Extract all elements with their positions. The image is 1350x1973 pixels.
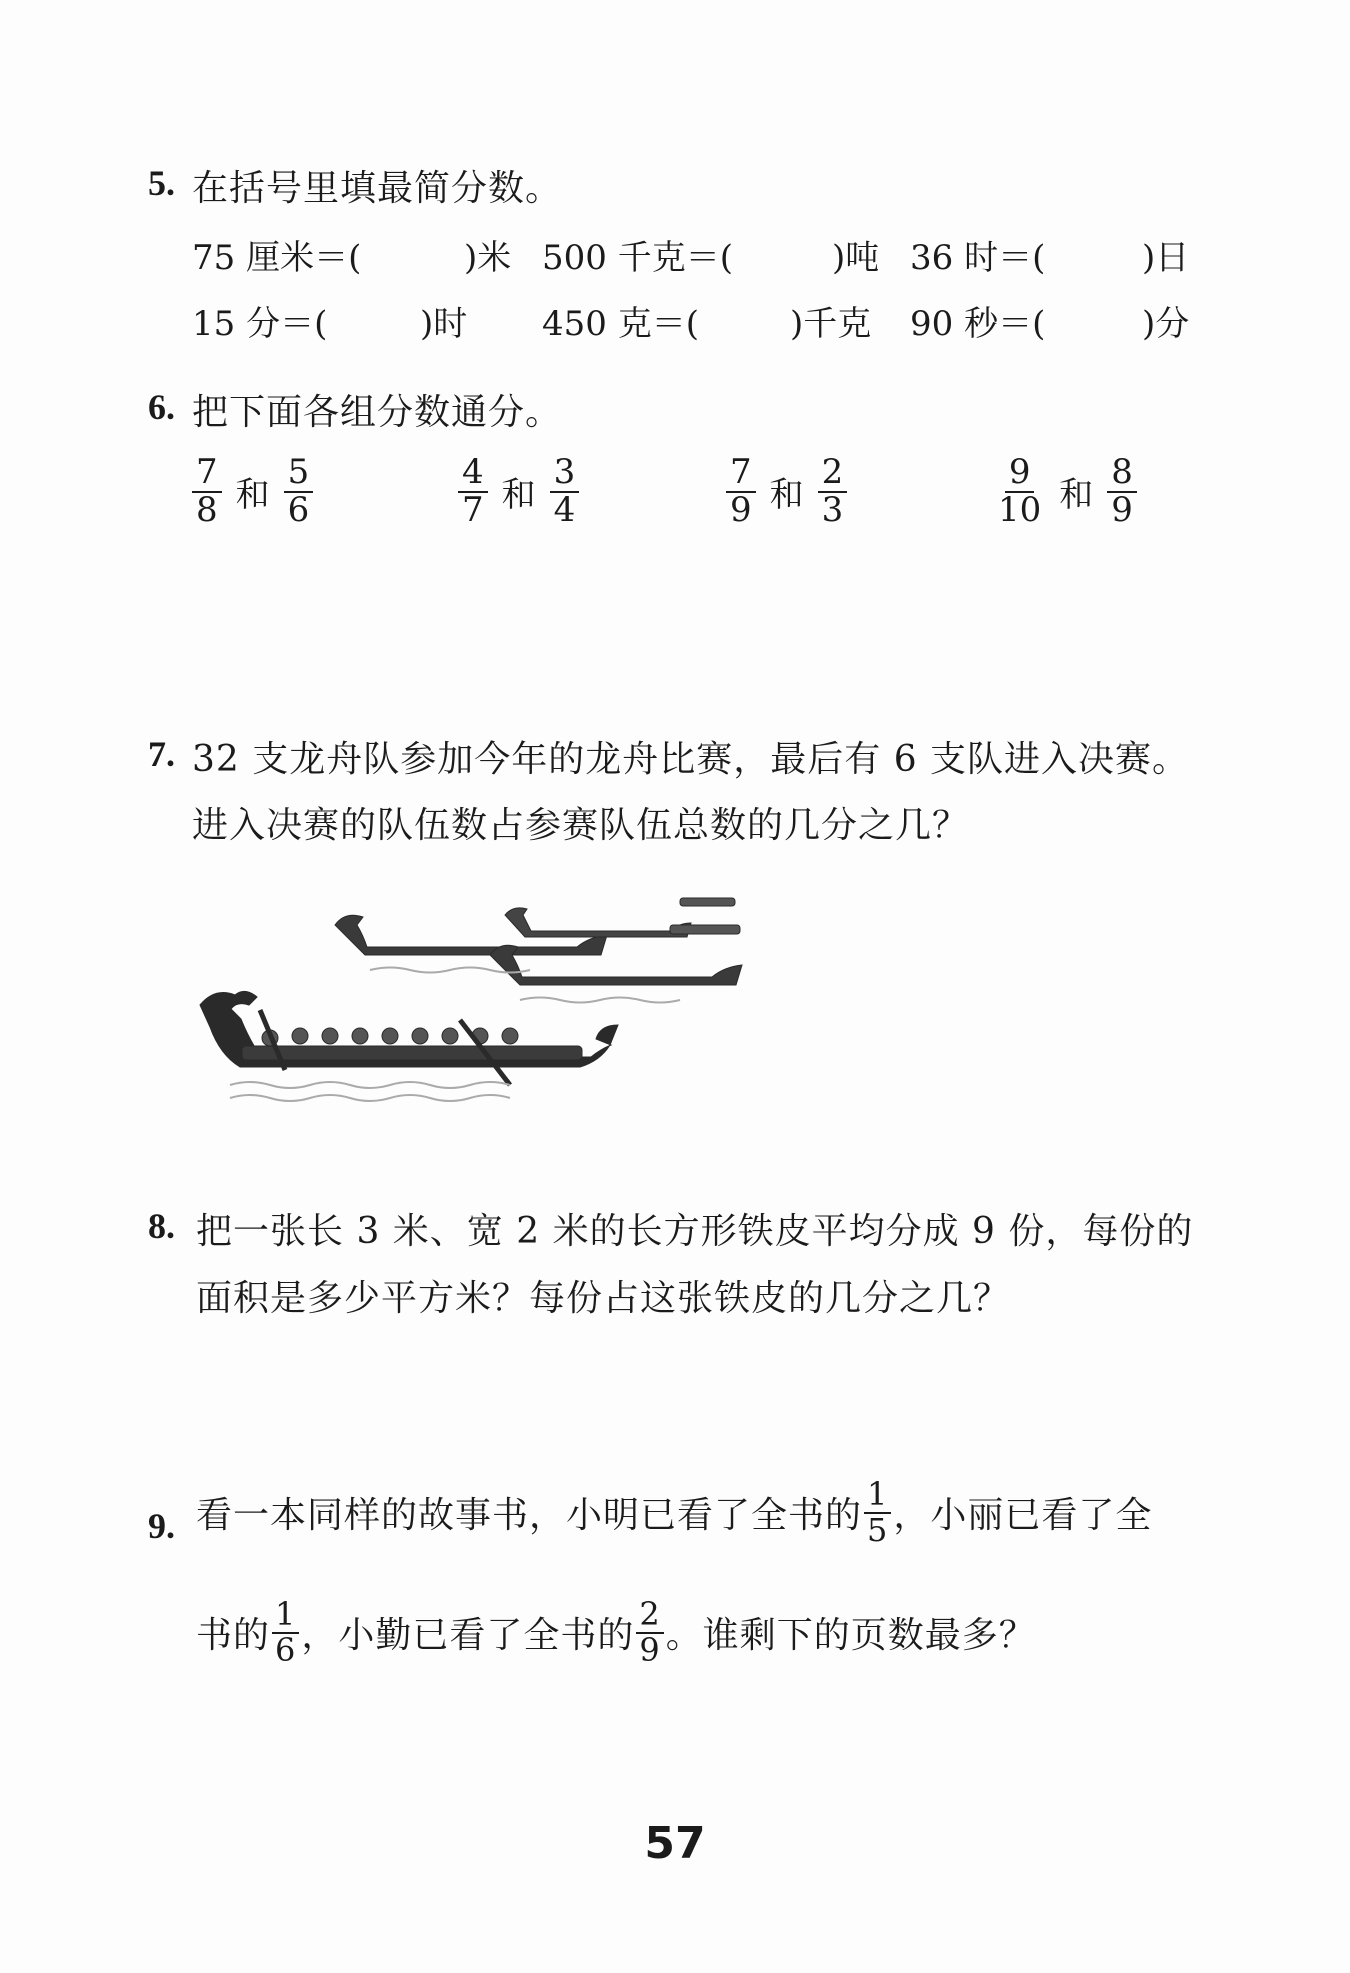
fraction-pair-1 [192, 452, 313, 530]
blank-label: 90 秒＝( [910, 304, 1046, 344]
blank-unit: )时 [420, 304, 468, 344]
question-9-text: 书的 [196, 1615, 271, 1657]
dragon-boat-icon [200, 898, 742, 1085]
blank-unit: )吨 [832, 238, 880, 278]
fraction: $\frac{1}{6}$ [272, 1598, 299, 1667]
question-8-number: 8. [148, 1206, 175, 1246]
blank-label: 500 千克＝( [542, 238, 733, 278]
blank-unit: )分 [1142, 304, 1190, 344]
question-6-prompt: 把下面各组分数通分。 [192, 392, 563, 433]
question-8-line-1: 把一张长 3 米、宽 2 米的长方形铁皮平均分成 9 份，每份的 [196, 1211, 1194, 1252]
fraction: $\frac{9}{10}$ [998, 452, 1042, 530]
blank-unit: )米 [464, 238, 512, 278]
fraction: $\frac{1}{5}$ [864, 1478, 891, 1547]
dragon-boat-illustration [190, 870, 790, 1130]
blank-label: 75 厘米＝( [192, 238, 362, 278]
connector-word: 和 [1059, 475, 1094, 516]
fraction-pair-2 [458, 452, 579, 530]
question-8-line-2: 面积是多少平方米？每份占这张铁皮的几分之几？ [196, 1278, 1011, 1319]
question-9-line-1 [196, 1475, 1153, 1549]
blank-label: 450 克＝( [542, 304, 699, 344]
connector-word: 和 [769, 475, 804, 516]
question-7-number: 7. [148, 734, 175, 774]
fraction: $\frac{7}{9}$ [726, 455, 756, 528]
question-5-number: 5. [148, 163, 175, 203]
question-9-line-2 [196, 1595, 1036, 1669]
blank-label: 15 分＝( [192, 304, 328, 344]
fraction: $\frac{2}{3}$ [818, 455, 848, 528]
question-6-number: 6. [148, 387, 175, 427]
question-9-number: 9. [148, 1506, 175, 1546]
blank-unit: )日 [1142, 238, 1190, 278]
blank-unit: )千克 [790, 304, 872, 344]
fraction: $\frac{3}{4}$ [550, 455, 580, 528]
blank-label: 36 时＝( [910, 238, 1046, 278]
fraction-pair-3 [726, 452, 847, 530]
question-7-line-1: 32 支龙舟队参加今年的龙舟比赛，最后有 6 支队进入决赛。 [192, 739, 1190, 780]
question-9-text: 看一本同样的故事书，小明已看了全书的 [196, 1495, 863, 1537]
connector-word: 和 [501, 475, 536, 516]
fraction-pair-4 [994, 452, 1137, 530]
fraction: $\frac{5}{6}$ [284, 455, 314, 528]
fraction: $\frac{7}{8}$ [192, 455, 222, 528]
question-9-text: 。谁剩下的页数最多？ [665, 1615, 1036, 1657]
connector-word: 和 [235, 475, 270, 516]
question-5-prompt: 在括号里填最简分数。 [192, 168, 563, 209]
page-number: 57 [644, 1818, 706, 1869]
fraction: $\frac{8}{9}$ [1107, 455, 1137, 528]
question-9-text: ，小勤已看了全书的 [301, 1615, 635, 1657]
question-9-text: ，小丽已看了全 [893, 1495, 1153, 1537]
fraction: $\frac{2}{9}$ [636, 1598, 663, 1667]
fraction: $\frac{4}{7}$ [458, 455, 488, 528]
question-7-line-2: 进入决赛的队伍数占参赛队伍总数的几分之几？ [192, 805, 970, 846]
